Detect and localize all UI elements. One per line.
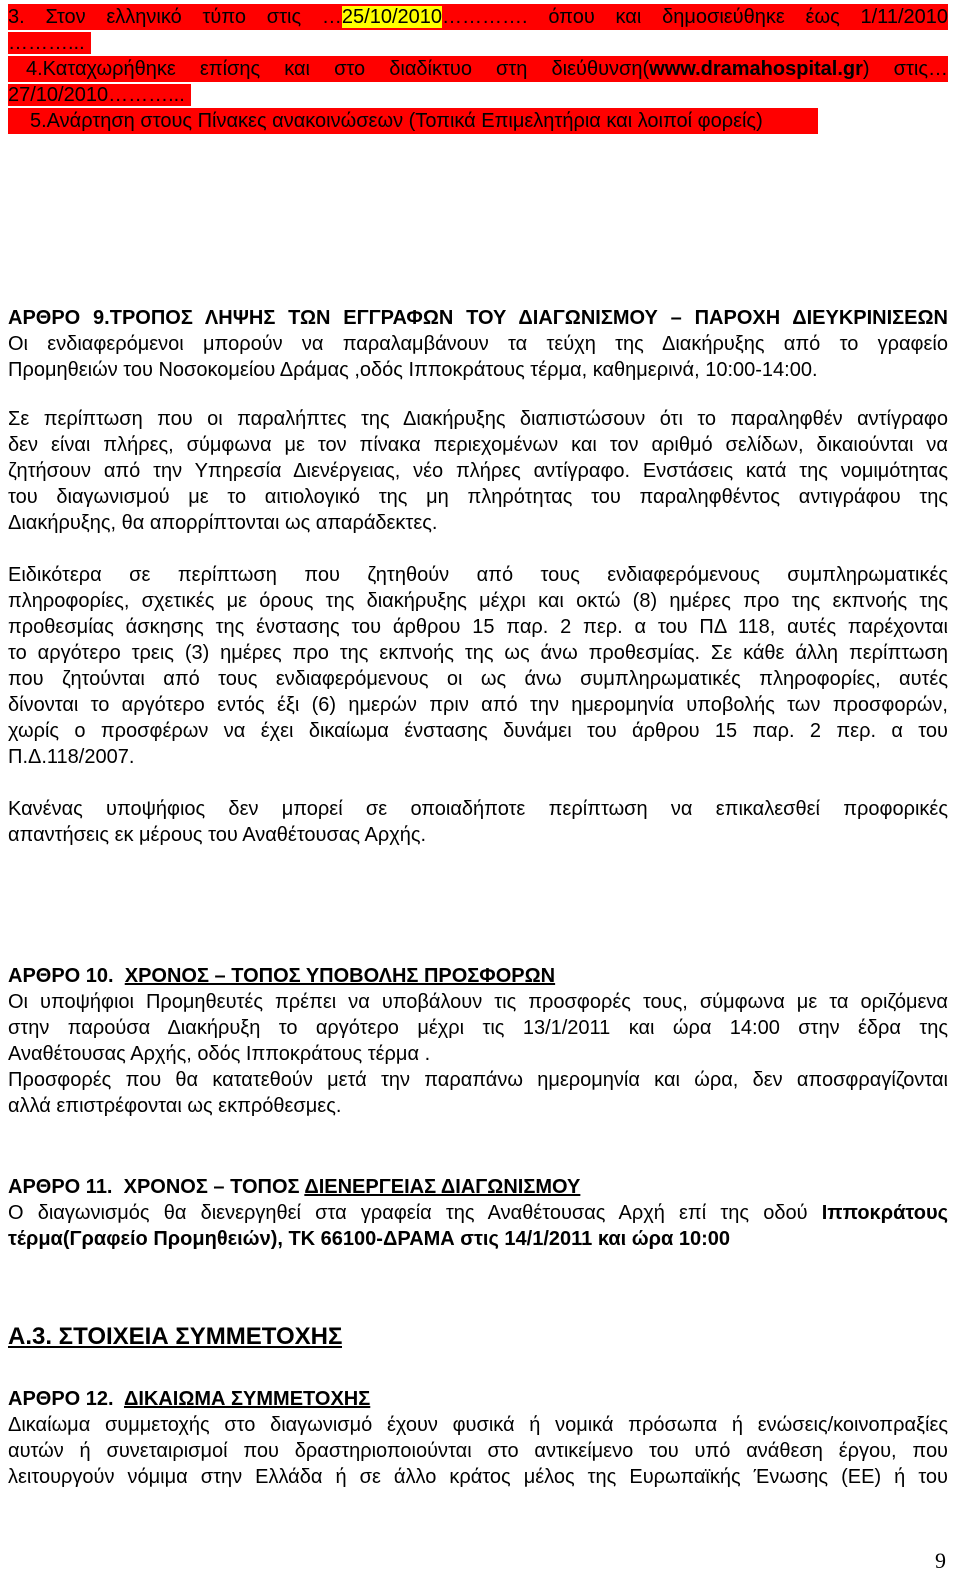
article-11-heading: ΑΡΘΡΟ 11. ΧΡΟΝΟΣ – ΤΟΠΟΣ ΔΙΕΝΕΡΓΕΙΑΣ ΔΙΑΓΩΝΙΣΜΟΥ: [8, 1176, 581, 1198]
article-10-heading: ΑΡΘΡΟ 10. ΧΡΟΝΟΣ – ΤΟΠΟΣ ΥΠΟΒΟΛΗΣ ΠΡΟΣΦΟΡΩΝ: [8, 965, 556, 987]
article-9-paragraph-2: Σε περίπτωση που οι παραλήπτες της Διακήρυξης διαπιστώσουν ότι το παραληφθέν αντίγραφο δεν είναι πλήρες, σύμφωνα με τον πίνακα περιεχομένων και τον αριθμό σελίδων, δικαιούνται να ζητήσουν από την Υπηρεσία Διενέργειας, νέο πλήρες αντίγραφο. Ενστάσεις κατά της νομιμότητας του διαγωνισμού με το αιτιολογικό της μη πληρότητας του παραληφθέντος αντιγράφου της Διακήρυξης, θα απορρίπτονται ως απαράδεκτες.: [8, 408, 948, 534]
announcement-list: [8, 4, 948, 134]
article-10-paragraph-1: Οι υποψήφιοι Προμηθευτές πρέπει να υποβάλουν τις προσφορές τους, σύμφωνα με τα οριζόμενα στην παρούσα Διακήρυξη το αργότερο μέχρι τις 13/1/2011 και ώρα 14:00 στην έδρα της Αναθέτουσας Αρχής, οδός Ιπποκράτους τέρμα .: [8, 991, 948, 1065]
article-11-line-1: Ο διαγωνισμός θα διενεργηθεί στα γραφεία της Αναθέτουσας Αρχή επί της οδού Ιπποκράτους: [8, 1202, 948, 1224]
article-9-heading: ΑΡΘΡΟ 9.ΤΡΟΠΟΣ ΛΗΨΗΣ ΤΩΝ ΕΓΓΡΑΦΩΝ ΤΟΥ ΔΙΑΓΩΝΙΣΜΟΥ – ΠΑΡΟΧΗ ΔΙΕΥΚΡΙΝΙΣΕΩΝ: [8, 307, 948, 329]
article-12-heading: ΑΡΘΡΟ 12. ΔΙΚΑΙΩΜΑ ΣΥΜΜΕΤΟΧΗΣ: [8, 1388, 371, 1410]
list-item-3: 3. Στον ελληνικό τύπο στις …25/10/2010…………. όπου και δημοσιεύθηκε έως 1/11/2010: [8, 6, 948, 28]
article-10-paragraph-2: Προσφορές που θα κατατεθούν μετά την παραπάνω ημερομηνία και ώρα, δεν αποσφραγίζονται αλλά επιστρέφονται ως εκπρόθεσμες.: [8, 1069, 948, 1117]
article-9-paragraph-4: Κανένας υποψήφιος δεν μπορεί σε οποιαδήποτε περίπτωση να επικαλεσθεί προφορικές απαντήσεις εκ μέρους του Αναθέτουσας Αρχής.: [8, 798, 948, 846]
article-9: [8, 305, 948, 848]
article-11: [8, 1174, 948, 1252]
article-12-paragraph-1: Δικαίωμα συμμετοχής στο διαγωνισμό έχουν φυσικά ή νομικά πρόσωπα ή ενώσεις/κοινοπραξίες αυτών ή συνεταιρισμοί που δραστηριοποιούνται στο αντικείμενο του υπό ανάθεση έργου, που λειτουργούν νόμιμα στην Ελλάδα ή σε άλλο κράτος μέλος της Ευρωπαϊκής Ένωσης (ΕΕ) ή του: [8, 1414, 948, 1488]
section-a3-heading: Α.3. ΣΤΟΙΧΕΙΑ ΣΥΜΜΕΤΟΧΗΣ: [8, 1323, 343, 1350]
list-item-4: 4.Καταχωρήθηκε επίσης και στο διαδίκτυο στη διεύθυνση(www.dramahospital.gr) στις…: [8, 56, 948, 82]
article-9-paragraph-1: Οι ενδιαφερόμενοι μπορούν να παραλαμβάνουν τα τεύχη της Διακήρυξης από το γραφείο Προμηθειών του Νοσοκομείου Δράμας ,οδός Ιπποκράτους τέρμα, καθημερινά, 10:00-14:00.: [8, 333, 948, 381]
hospital-url[interactable]: www.dramahospital.gr: [649, 58, 863, 80]
page-number: 9: [935, 1548, 946, 1573]
article-12: [8, 1386, 948, 1490]
list-item-3-cont: ………...: [8, 30, 948, 56]
article-10: [8, 963, 948, 1119]
article-11-line-2: τέρμα(Γραφείο Προμηθειών), ΤΚ 66100-ΔΡΑΜΑ στις 14/1/2011 και ώρα 10:00: [8, 1228, 731, 1250]
list-item-4-cont: 27/10/2010………...: [8, 82, 948, 108]
article-9-paragraph-3: Ειδικότερα σε περίπτωση που ζητηθούν από τους ενδιαφερόμενους συμπληρωματικές πληροφορίες, σχετικές με όρους της διακήρυξης μέχρι και οκτώ (8) ημέρες προ της εκπνοής της προθεσμίας άσκησης της ένστασης του άρθρου 15 παρ. 2 περ. α του ΠΔ 118, αυτές παρέχονται το αργότερο τρεις (3) ημέρες προ της εκπνοής της ως άνω προθεσμίας. Σε κάθε άλλη περίπτωση που ζητούνται από τους ενδιαφερόμενους οι ως άνω συμπληρωματικές πληροφορίες, αυτές δίνονται το αργότερο εντός έξι (6) ημερών πριν από την ημερομηνία υποβολής των προσφορών, χωρίς ο προσφέρων να έχει δικαίωμα ένστασης δυνάμει του άρθρου 15 παρ. 2 περ. α του Π.Δ.118/2007.: [8, 564, 948, 768]
list-item-5: 5.Ανάρτηση στους Πίνακες ανακοινώσεων (Τοπικά Επιμελητήρια και λοιποί φορείς): [8, 108, 818, 134]
